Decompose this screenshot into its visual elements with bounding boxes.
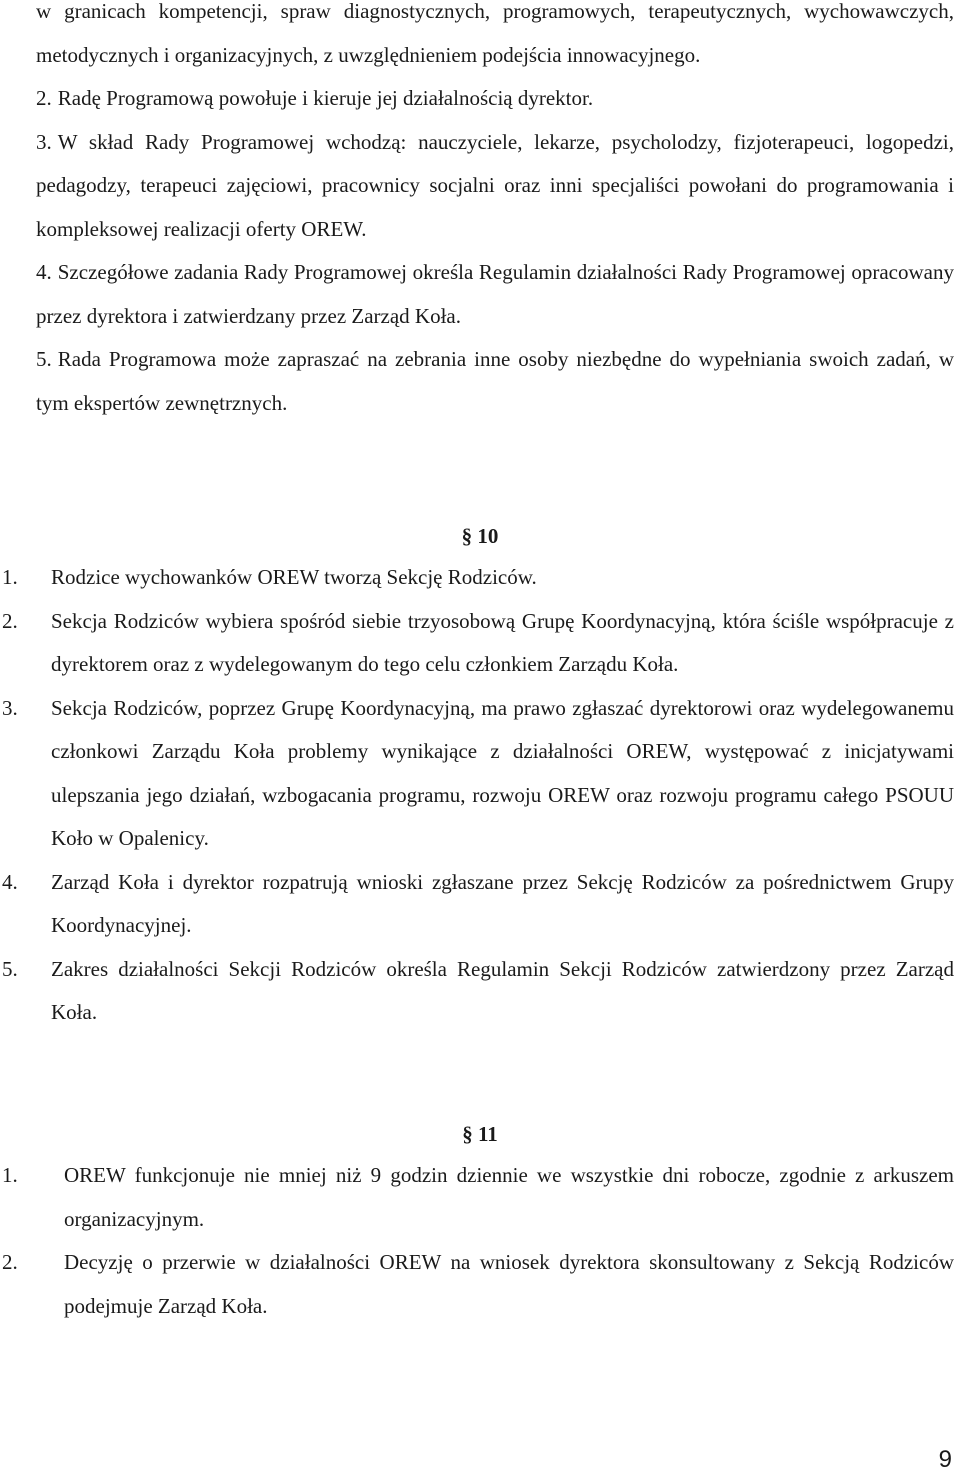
list-item: [0, 600, 954, 687]
list-text: Szczegółowe zadania Rady Programowej określa Regulamin działalności Rady Programowej opracowany przez dyrektora i zatwierdzany przez Zarząd Koła.: [36, 260, 954, 328]
list-number: 2.: [36, 86, 52, 110]
list-text: Decyzję o przerwie w działalności OREW na wniosek dyrektora skonsultowany z Sekcją Rodziców podejmuje Zarząd Koła.: [64, 1250, 954, 1318]
list-item: [36, 338, 954, 425]
section-heading: § 10: [461, 524, 499, 548]
list-text: Zarząd Koła i dyrektor rozpatrują wnioski zgłaszane przez Sekcję Rodziców za pośrednictwem Grupy Koordynacyjnej.: [51, 869, 954, 937]
list-number: 2.: [2, 1250, 18, 1274]
list-text: Sekcja Rodziców wybiera spośród siebie trzyosobową Grupę Koordynacyjną, która ściśle współpracuje z dyrektorem oraz z wydelegowanym do tego celu członkiem Zarządu Koła.: [51, 608, 954, 676]
list-item: [0, 1154, 954, 1241]
list-item: [0, 687, 954, 861]
list-number: 1.: [2, 565, 18, 589]
section-9-continuation: [36, 0, 954, 425]
list-text: OREW funkcjonuje nie mniej niż 9 godzin dziennie we wszystkie dni robocze, zgodnie z arkuszem organizacyjnym.: [64, 1163, 954, 1231]
list-item: [0, 948, 954, 1035]
section-10-list: [0, 556, 954, 1035]
list-number: 3.: [2, 695, 18, 720]
list-number: 4.: [2, 869, 18, 894]
list-item: [36, 251, 954, 338]
list-item: [0, 556, 954, 600]
list-number: 5.: [2, 956, 18, 981]
list-number: 4.: [36, 260, 52, 284]
list-text: Rada Programowa może zapraszać na zebrania inne osoby niezbędne do wypełniania swoich zadań, w tym ekspertów zewnętrznych.: [36, 347, 954, 415]
list-item: [36, 77, 954, 121]
paragraph-text: w granicach kompetencji, spraw diagnostycznych, programowych, terapeutycznych, wychowawczych, metodycznych i organizacyjnych, z uwzględnieniem podejścia innowacyjnego.: [36, 0, 954, 67]
list-text: W skład Rady Programowej wchodzą: nauczyciele, lekarze, psycholodzy, fizjoterapeuci, logopedzi, pedagodzy, terapeuci zajęciowi, pracownicy socjalni oraz inni specjaliści powołani do programowania i kompleksowej realizacji oferty OREW.: [36, 129, 954, 241]
list-number: 3.: [36, 129, 52, 154]
list-number: 2.: [2, 608, 18, 633]
list-text: Sekcja Rodziców, poprzez Grupę Koordynacyjną, ma prawo zgłaszać dyrektorowi oraz wydelegowanemu członkowi Zarządu Koła problemy wynikające z działalności OREW, występować z inicjatywami ulepszania jego działań, wzbogacania programu, rozwoju OREW oraz rozwoju programu całego PSOUU Koło w Opalenicy.: [51, 695, 954, 850]
list-item: [0, 861, 954, 948]
paragraph-intro: [36, 0, 954, 77]
list-number: 5.: [36, 347, 52, 371]
list-text: Radę Programową powołuje i kieruje jej działalnością dyrektor.: [57, 86, 594, 110]
section-heading: § 11: [462, 1122, 498, 1146]
list-text: Zakres działalności Sekcji Rodziców określa Regulamin Sekcji Rodziców zatwierdzony przez Zarząd Koła.: [51, 956, 954, 1024]
page-number: 9: [938, 1446, 952, 1473]
list-number: 1.: [2, 1163, 18, 1187]
list-item: [36, 121, 954, 252]
section-11-list: [0, 1154, 954, 1328]
list-text: Rodzice wychowanków OREW tworzą Sekcję Rodziców.: [51, 565, 537, 589]
list-item: [0, 1241, 954, 1328]
